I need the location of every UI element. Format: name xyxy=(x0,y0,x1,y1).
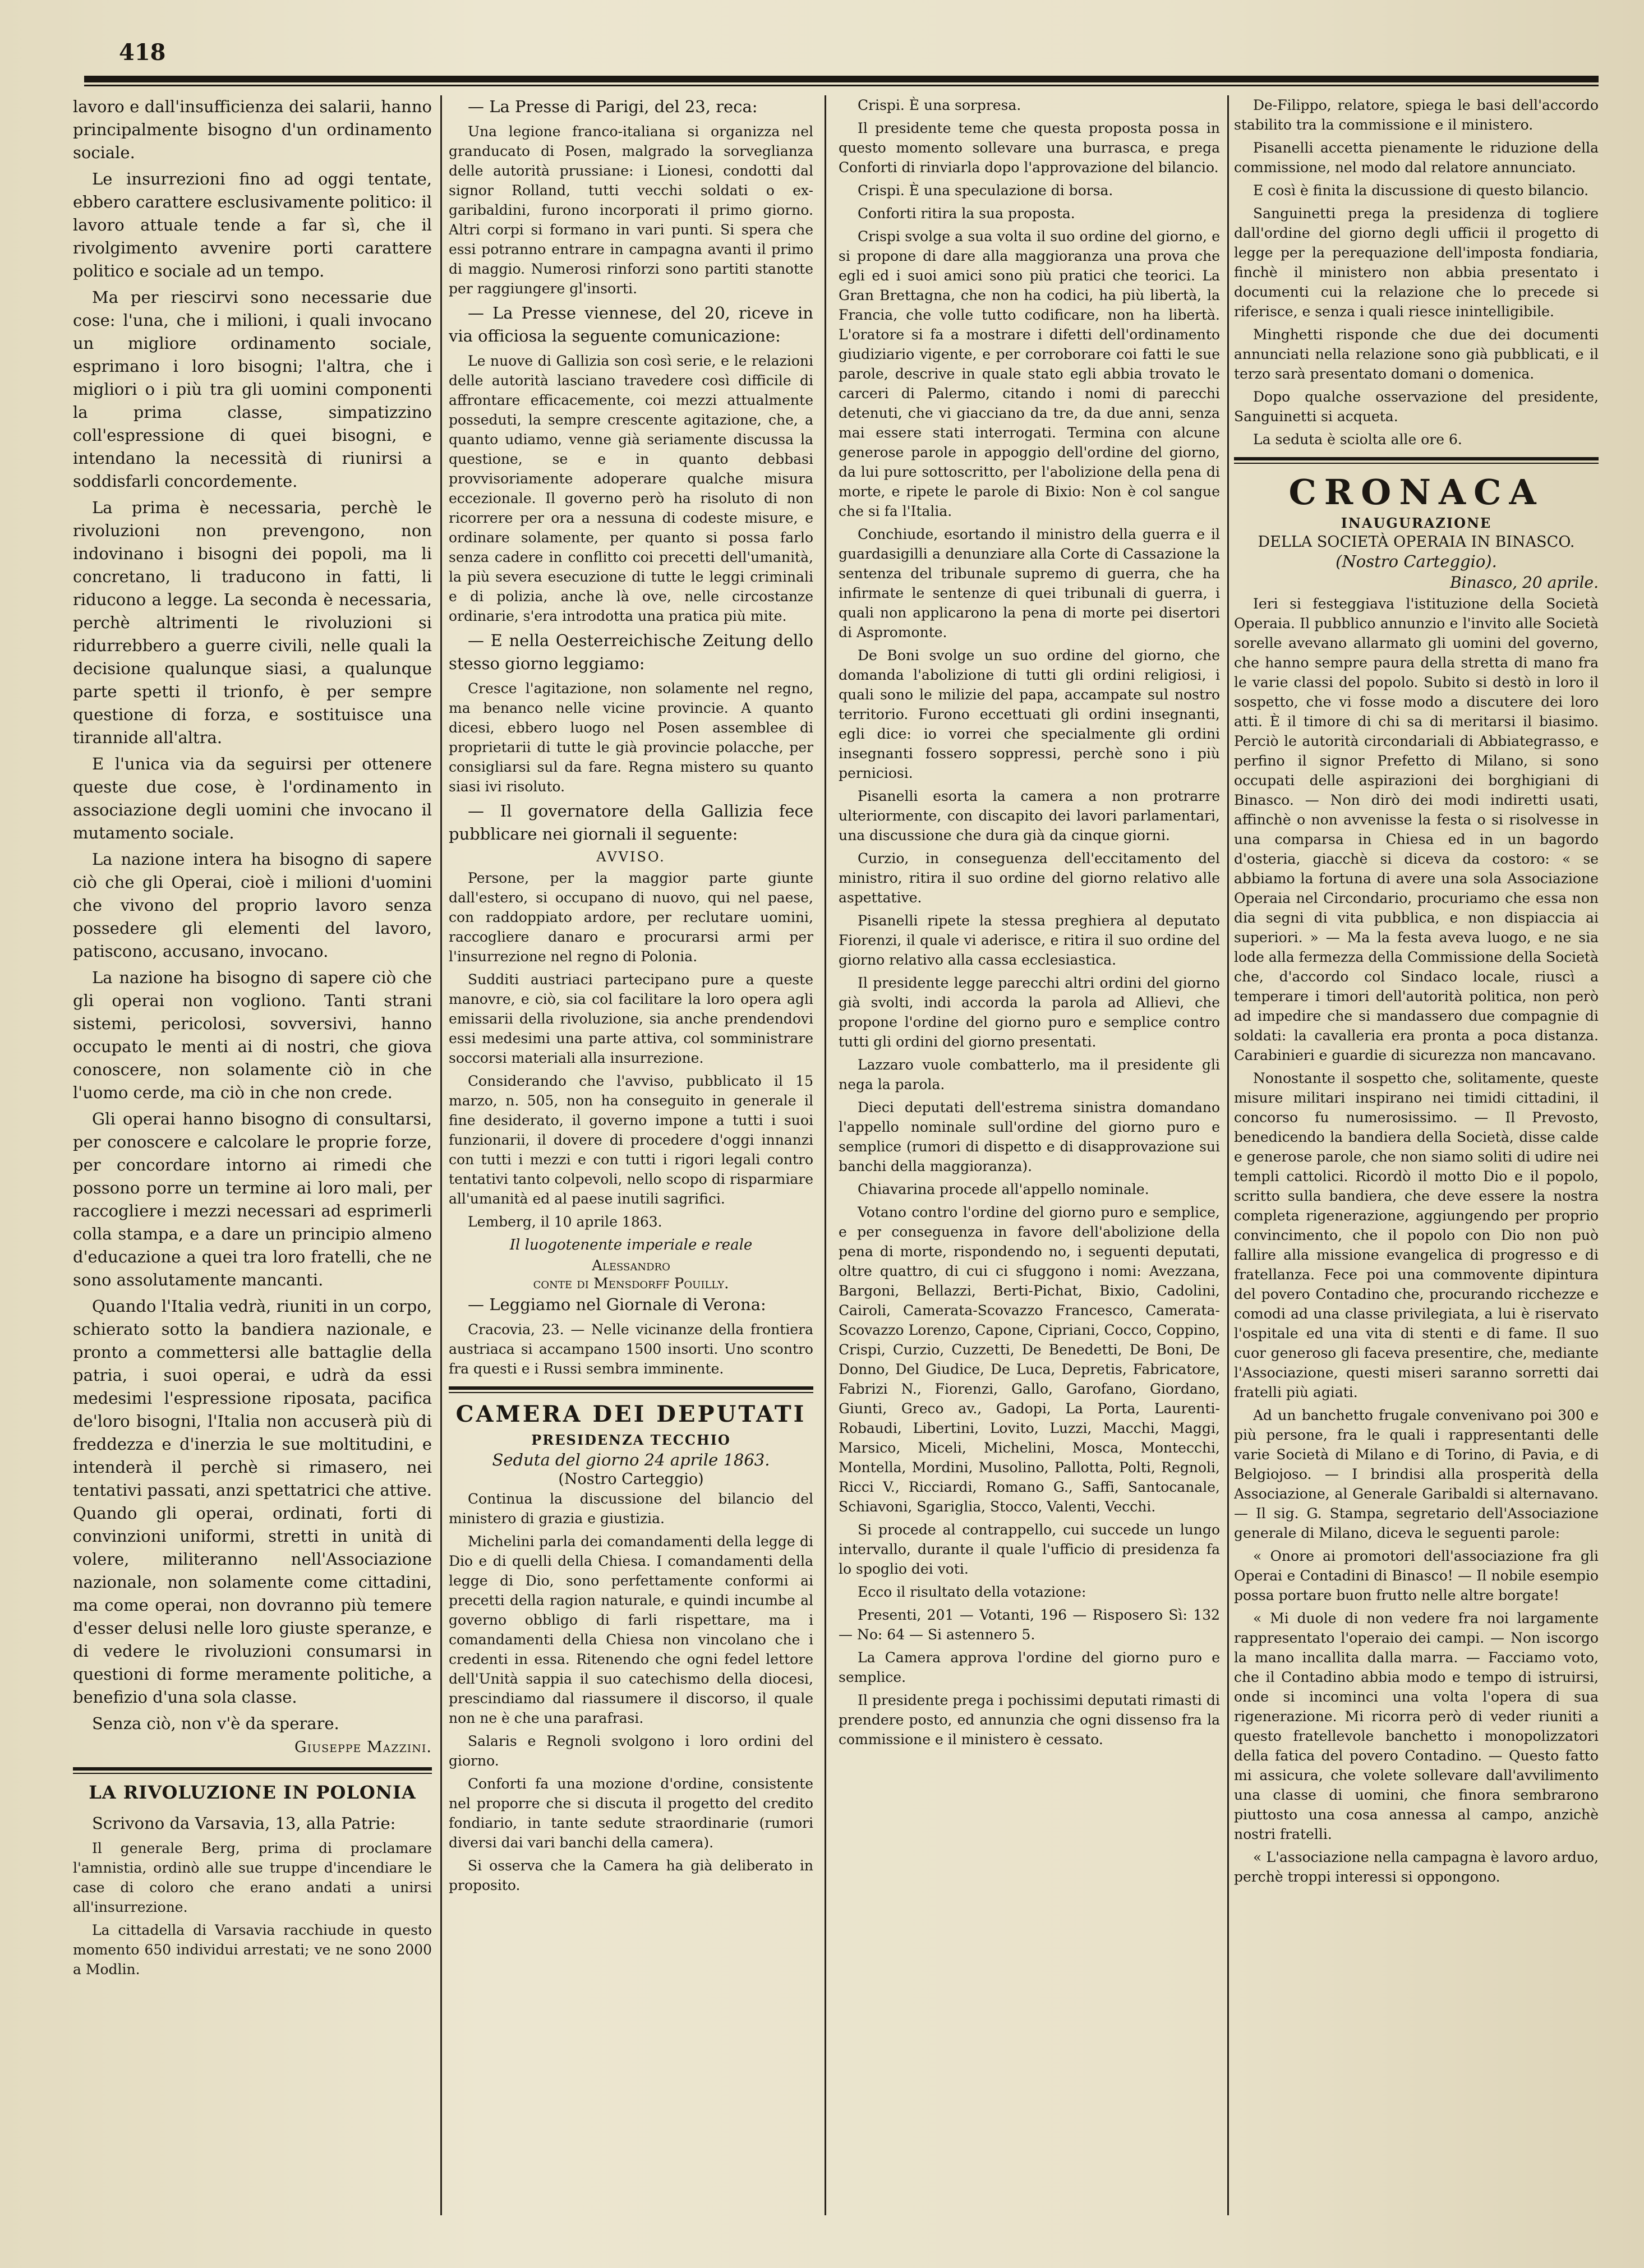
article-paragraph: Cresce l'agitazione, non solamente nel regno, ma benanco nelle vicine provincie. A quanto dicesi, ebbero luogo nel Posen assemblee di proprietarii di tutte le già provincie polacche, per consigliarsi sul da fare. Regna mistero su quanto siasi ivi risoluto. xyxy=(449,680,813,795)
article-paragraph: Gli operai hanno bisogno di consultarsi, per conoscere e calcolare le proprie forze, per concordare intorno ai rimedi che possono porre un termine ai loro mali, per raccogliere i mezzi necessari ad esprimerli colla stampa, e a dare un principio almeno d'educazione a quei tra loro fratelli, che ne sono assolutamente mancanti. xyxy=(73,1109,432,1289)
article-paragraph: Conchiude, esortando il ministro della guerra e il guardasigilli a denunziare alla Corte di Cassazione la sentenza del tribunale supremo di guerra, che ha infirmate le sentenze di quei tribunali di guerra, i quali non applicarono la pena di morte pei disertori di Aspromonte. xyxy=(839,526,1220,640)
signature-line: Il luogotenente imperiale e reale xyxy=(509,1237,753,1253)
article-paragraph: Chiavarina procede all'appello nominale. xyxy=(858,1181,1149,1197)
article-paragraph: La prima è necessaria, perchè le rivoluzioni non prevengono, non indovinano i bisogni dei popoli, ma li concretano, li traducono in fatti, li riducono a legge. La seconda è necessaria, perchè altrimenti le rivoluzioni si ridurrebbero a guerre civili, nelle quali la decisione qualunque siasi, a qualunque parte spetti il trionfo, è per sempre questione di forza, e sostituisce una tirannide all'altra. xyxy=(73,498,432,747)
article-paragraph: Salaris e Regnoli svolgono i loro ordini del giorno. xyxy=(449,1733,813,1769)
article-paragraph: Una legione franco-italiana si organizza nel granducato di Posen, malgrado la sorveglianza delle autorità prussiane: i Lionesi, condotti dal signor Rolland, tutti vecchi soldati o ex-garibaldini, furono incorporati il primo giorno. Altri corpi si formano in vari punti. Si spera che essi potranno entrare in campagna avanti il primo di maggio. Numerosi rinforzi sono partiti stanotte per raggiungere gl'insorti. xyxy=(449,123,813,297)
signature-line: Alessandro xyxy=(592,1257,670,1274)
header-rule-thin xyxy=(84,85,1599,86)
header-rule xyxy=(84,76,1599,82)
article-paragraph: Conforti fa una mozione d'ordine, consistente nel proporre che si discuta il progetto del credito fondiario, in tante sedute straordinarie (rumori diversi dai vari banchi della camera). xyxy=(449,1776,813,1851)
article-paragraph: Pisanelli accetta pienamente le riduzione della commissione, nel modo dal relatore annunciato. xyxy=(1234,140,1599,176)
article-paragraph: Michelini parla dei comandamenti della legge di Dio e di quelli della Chiesa. I comandamenti della legge di Dio, sono perfettamente conformi ai precetti della ragion naturale, e quindi incumbe al governo obbligo di farli rispettare, ma i comandamenti della Chiesa non vincolano che i credenti in essa. Ritenendo che ogni fedel lettore dell'Unità sappia il suo catechismo della diocesi, prescindiamo dal riassumere il discorso, il quale non ne è che una parafrasi. xyxy=(449,1533,813,1726)
section-subtitle: PRESIDENZA TECCHIO xyxy=(531,1432,731,1448)
quote-paragraph: « L'associazione nella campagna è lavoro arduo, perchè troppi interessi si oppongono. xyxy=(1234,1849,1599,1885)
article-paragraph: La nazione intera ha bisogno di sapere ciò che gli Operai, cioè i milioni d'uomini che vivono del proprio lavoro senza possedere gli elementi del lavoro, patiscono, accusano, invocano. xyxy=(73,850,432,961)
article-paragraph: Curzio, in conseguenza dell'eccitamento del ministro, ritira il suo ordine del giorno relativo alle aspettative. xyxy=(839,850,1220,906)
section-subtitle: INAUGURAZIONE xyxy=(1341,515,1492,531)
article-paragraph: Presenti, 201 — Votanti, 196 — Risposero Sì: 132 — No: 64 — Si astennero 5. xyxy=(839,1607,1220,1643)
article-paragraph: La cittadella di Varsavia racchiude in questo momento 650 individui arrestati; ve ne sono 2000 a Modlin. xyxy=(73,1922,432,1977)
section-rule xyxy=(73,1767,432,1771)
article-paragraph: Dieci deputati dell'estrema sinistra domandano l'appello nominale sull'ordine del giorno puro e semplice (rumori di dispetto e di disapprovazione sui banchi della maggioranza). xyxy=(839,1099,1220,1174)
article-paragraph: Minghetti risponde che due dei documenti annunciati nella relazione sono già pubblicati, e il terzo sarà presentato domani o domenica. xyxy=(1234,326,1599,382)
article-paragraph: Ad un banchetto frugale convenivano poi 300 e più persone, fra le quali i rappresentanti delle varie Società di Milano e di Torino, di Pavia, e di Belgiojoso. — I brindisi alla prosperità della Associazione, al Generale Garibaldi si alternavano. — Il sig. G. Stampa, segretario dell'Associazione generale di Milano, diceva le seguenti parole: xyxy=(1234,1407,1599,1541)
article-paragraph: Crispi. È una sorpresa. xyxy=(858,97,1021,113)
article-paragraph: Pisanelli ripete la stessa preghiera al deputato Fiorenzi, il quale vi aderisce, e ritira il suo ordine del giorno relativo alla cassa ecclesiastica. xyxy=(839,912,1220,968)
article-paragraph: Continua la discussione del bilancio del ministero di grazia e giustizia. xyxy=(449,1491,813,1527)
article-paragraph: Si osserva che la Camera ha già deliberato in proposito. xyxy=(449,1857,813,1893)
article-paragraph: E l'unica via da seguirsi per ottenere queste due cose, è l'ordinamento in associazione degli uomini che invocano il mutamento sociale. xyxy=(73,754,432,842)
article-paragraph: Il generale Berg, prima di proclamare l'amnistia, ordinò alle sue truppe d'incendiare le case di coloro che erano andati a unirsi all'insurrezione. xyxy=(73,1840,432,1915)
column-1 xyxy=(73,95,432,2238)
article-paragraph: Votano contro l'ordine del giorno puro e semplice, e per conseguenza in favore dell'abolizione della pena di morte, rispondendo no, i seguenti deputati, oltre quattro, di cui ci sfuggono i nomi: Avezzana, Bargoni, Bellazzi, Berti-Pichat, Bixio, Cadolini, Cairoli, Camerata-Scovazzo Francesco, Camerata-Scovazzo Lorenzo, Capone, Cipriani, Cocco, Coppino, Crispi, Curzio, Cuzzetti, De Benedetti, De Boni, De Donno, Del Giudice, De Luca, Depretis, Fabricatore, Fabrizi N., Fiorenzi, Gallo, Garofano, Giordano, Giunti, Greco av., Gadopi, La Porta, Laurenti-Robaudi, Libertini, Lovito, Luzzi, Macchi, Maggi, Marsico, Miceli, Michelini, Mosca, Montecchi, Montella, Mordini, Musolino, Pallotta, Polti, Regnoli, Ricci V., Ricciardi, Romano G., Saffi, Santocanale, Schiavoni, Sgariglia, Stocco, Valenti, Vecchi. xyxy=(839,1204,1220,1515)
section-rule xyxy=(1234,457,1599,460)
dateline: Binasco, 20 aprile. xyxy=(1450,573,1599,592)
article-paragraph: lavoro e dall'insufficienza dei salarii, hanno principalmente bisogno d'un ordinamento sociale. xyxy=(73,97,432,162)
quote-paragraph: « Onore ai promotori dell'associazione fra gli Operai e Contadini di Binasco! — Il nobile esempio possa portare buon frutto nelle altre borgate! xyxy=(1234,1548,1599,1603)
article-paragraph: Conforti ritira la sua proposta. xyxy=(858,205,1075,222)
article-paragraph: De Boni svolge un suo ordine del giorno, che domanda l'abolizione di tutti gli ordini religiosi, i quali sono le milizie del papa, accampate sul nostro territorio. Furono eccettuati gli ordini insegnanti, egli dice: io vorrei che specialmente gli ordini insegnanti fossero soppressi, perchè sono i più perniciosi. xyxy=(839,647,1220,781)
article-paragraph: La nazione ha bisogno di sapere ciò che gli operai non vogliono. Tanti strani sistemi, pericolosi, sovversivi, hanno occupato le menti ai di nostri, che giova conoscere, non solamente ciò in che l'uomo cerde, ma ciò in che non crede. xyxy=(73,968,432,1102)
section-subtitle: (Nostro Carteggio) xyxy=(558,1470,704,1488)
section-rule xyxy=(449,1386,813,1390)
article-paragraph: Ma per riescirvi sono necessarie due cose: l'una, che i milioni, i quali invocano un migliore ordinamento sociale, esprimano i loro bisogni; l'altra, che i migliori o i più tra gli uomini componenti la prima classe, simpatizzino coll'espressione di quei bisogni, e intendano la necessità di riunirsi a soddisfarli concordemente. xyxy=(73,288,432,491)
article-paragraph: Cracovia, 23. — Nelle vicinanze della frontiera austriaca si accampano 1500 insorti. Uno scontro fra questi e i Russi sembra imminente. xyxy=(449,1321,813,1377)
article-paragraph: — La Presse di Parigi, del 23, reca: xyxy=(468,97,758,116)
article-paragraph: — Leggiamo nel Giornale di Verona: xyxy=(468,1295,766,1314)
article-paragraph: La Camera approva l'ordine del giorno puro e semplice. xyxy=(839,1649,1220,1685)
article-paragraph: — E nella Oesterreichische Zeitung dello stesso giorno leggiamo: xyxy=(449,631,813,673)
section-rule-thin xyxy=(73,1773,432,1774)
article-paragraph: Il presidente prega i pochissimi deputati rimasti di prendere posto, ed annunzia che ogni dissenso fra la commissione e il ministero è cessato. xyxy=(839,1692,1220,1748)
article-paragraph: Persone, per la maggior parte giunte dall'estero, si occupano di nuovo, qui nel paese, con raddoppiato ardore, per reclutare uomini, raccogliere danaro e procurarsi armi per l'insurrezione nel regno di Polonia. xyxy=(449,870,813,965)
author-signature: Giuseppe Mazzini. xyxy=(294,1739,432,1756)
column-3 xyxy=(839,95,1220,2238)
article-paragraph: Dopo qualche osservazione del presidente, Sanguinetti si acqueta. xyxy=(1234,389,1599,425)
article-paragraph: De-Filippo, relatore, spiega le basi dell'accordo stabilito tra la commissione e il ministero. xyxy=(1234,97,1599,133)
article-paragraph: — Il governatore della Gallizia fece pubblicare nei giornali il seguente: xyxy=(449,801,813,843)
section-rule-thin xyxy=(1234,463,1599,464)
article-paragraph: Le nuove di Gallizia son così serie, e le relazioni delle autorità lasciano travedere così difficile di affrontare efficacemente, coi mezzi attualmente posseduti, la sempre crescente agitazione, che, a quanto udiamo, venne già seriamente discussa la questione, se e in quanto debbasi provvisoriamente adoperare qualche misura eccezionale. Il governo però ha risoluto di non ricorrere per ora a nessuna di codeste misure, e ordinare solamente, per quanto si possa farlo senza cadere in conflitto coi precetti dell'umanità, la più severa esecuzione di tutte le leggi criminali e di polizia, anche là ove, nelle circostanze ordinarie, s'era introdotta una pratica più mite. xyxy=(449,353,813,624)
column-divider xyxy=(825,95,826,2215)
article-paragraph: Senza ciò, non v'è da sperare. xyxy=(92,1714,339,1733)
column-4 xyxy=(1234,95,1599,2238)
section-title: CRONACA xyxy=(1288,472,1544,513)
article-paragraph: Crispi. È una speculazione di borsa. xyxy=(858,182,1113,199)
page-number: 418 xyxy=(119,39,166,66)
article-paragraph: Ecco il risultato della votazione: xyxy=(858,1584,1086,1600)
column-divider xyxy=(1227,95,1229,2215)
article-paragraph: Ieri si festeggiava l'istituzione della Società Operaia. Il pubblico annunzio e l'invito alle Società sorelle avevano allarmato gli uomini del governo, che hanno sempre paura della stretta di mano fra le varie classi del popolo. Subito si destò in loro il sospetto, che vi fosse modo a discutere dei loro atti. È il timore di chi sa di meritarsi il biasimo. Perciò le autorità circondariali di Abbiategrasso, e perfino il signor Prefetto di Milano, si sono occupati delle aspirazioni dei borghigiani di Binasco. — Non dirò dei modi indiretti usati, affinchè o non avvenisse la festa o si risolvesse in una comparsa in Chiesa ed in un bagordo d'osteria, giacchè si diceva da costoro: « se abbiamo la fortuna di avere una sola Associazione Operaia nel Circondario, procuriamo che essa non dia segni di vita pubblica, e non dispiaccia ai superiori. » — Ma la festa aveva luogo, e ne sia lode alla fermezza della Commissione della Società che, d'accordo col Sindaco locale, riuscì a temperare i timori dell'autorità politica, non però ad impedire che si mandassero due compagnie di soldati: la cavalleria era pronta a poca distanza. Carabinieri e guardie di sicurezza non mancavano. xyxy=(1234,596,1599,1063)
article-paragraph: La seduta è sciolta alle ore 6. xyxy=(1253,431,1462,448)
article-paragraph: Quando l'Italia vedrà, riuniti in un corpo, schierato sotto la bandiera nazionale, e pronto a commettersi alle battaglie della patria, i suoi operai, e udrà da essi medesimi l'espressione riposata, pacifica de'loro bisogni, l'Italia non accuserà più di freddezza e d'inerzia le sue moltitudini, e intenderà il perchè si rimasero, nei tentativi passati, anzi spettatrici che attive. Quando gli operai, ordinati, forti di convinzioni uniformi, stretti in unità di volere, militeranno nell'Associazione nazionale, non solamente come cittadini, ma come operai, non dovranno più temere d'esser delusi nelle loro giuste speranze, e di vedere le rivoluzioni consumarsi in questioni di forme meramente politiche, a benefizio d'una sola classe. xyxy=(73,1297,432,1707)
avviso-title: AVVISO. xyxy=(596,849,666,865)
article-paragraph: Sanguinetti prega la presidenza di togliere dall'ordine del giorno degli ufficii il progetto di legge per la perequazione dell'imposta fondiaria, finchè il ministero non abbia presentato i documenti cui la relazione che lo precede si riferisce, e senza i quali riesce inintelligibile. xyxy=(1234,205,1599,320)
article-paragraph: Crispi svolge a sua volta il suo ordine del giorno, e si propone di dare alla maggioranza una prova che egli ed i suoi amici sono più pratici che teorici. La Gran Brettagna, che non ha codici, ha più libertà, la Francia, che volle tutto codificare, non ha libertà. L'oratore si fa a mostrare i difetti dell'ordinamento giudiziario vigente, e per corroborare coi fatti le sue parole, descrive in quale stato egli abbia trovato le carceri di Palermo, citando i nomi di parecchi detenuti, che vi giacciano da tre, da due anni, senza mai essere stati interrogati. Termina con alcune generose parole in appoggio dell'ordine del giorno, da lui pure sottoscritto, per l'abolizione della pena di morte, e ripete le parole di Bixio: Non è col sangue che si fa l'Italia. xyxy=(839,228,1220,519)
article-paragraph: Il presidente teme che questa proposta possa in questo momento sollevare una burrasca, e prega Conforti di rinviarla dopo l'approvazione del bilancio. xyxy=(839,120,1220,176)
article-paragraph: Considerando che l'avviso, pubblicato il 15 marzo, n. 505, non ha conseguito in generale il fine desiderato, il governo impone a tutti i suoi funzionarii, il dovere di procedere d'oggi innanzi con tutti i mezzi e con tutti i rigori legali contro tentativi tanto colpevoli, nello scopo di risparmiare all'umanità ed al paese inutili sagrifici. xyxy=(449,1073,813,1207)
article-paragraph: E così è finita la discussione di questo bilancio. xyxy=(1253,182,1589,199)
article-paragraph: Il presidente legge parecchi altri ordini del giorno già svolti, indi accorda la parola ad Allievi, che propone l'ordine del giorno puro e semplice contro tutti gli ordini del giorno presentati. xyxy=(839,975,1220,1050)
article-paragraph: Pisanelli esorta la camera a non protrarre ulteriormente, con discapito dei lavori parlamentari, una discussione che dura già da cinque giorni. xyxy=(839,788,1220,843)
article-paragraph: Lazzaro vuole combatterlo, ma il presidente gli nega la parola. xyxy=(839,1057,1220,1092)
column-2 xyxy=(449,95,813,2238)
section-subtitle: DELLA SOCIETÀ OPERAIA IN BINASCO. xyxy=(1258,533,1575,551)
section-title: LA RIVOLUZIONE IN POLONIA xyxy=(89,1782,416,1803)
section-title: CAMERA DEI DEPUTATI xyxy=(455,1401,807,1427)
section-subtitle: Seduta del giorno 24 aprile 1863. xyxy=(492,1450,770,1469)
article-paragraph: Lemberg, il 10 aprile 1863. xyxy=(468,1214,662,1230)
quote-paragraph: « Mi duole di non vedere fra noi largamente rappresentato l'operaio dei campi. — Non iscorgo la mano incallita dalla marra. — Facciamo voto, che il Contadino abbia modo e tempo di istruirsi, onde si incominci una volta l'opera di sua rigenerazione. Mi ricorra però di veder riuniti a questo fratellevole banchetto i monopolizzatori della fatica del povero Contadino. — Questo fatto mi assicura, che volete sollevare dall'avvilimento una classe di uomini, che finora sembrarono piuttosto una cosa annessa al campo, anzichè nostri fratelli. xyxy=(1234,1610,1599,1842)
article-paragraph: Le insurrezioni fino ad oggi tentate, ebbero carattere esclusivamente politico: il lavoro attuale tende a far sì, che il rivolgimento avvenire porti carattere politico e sociale ad un tempo. xyxy=(73,169,432,280)
article-paragraph: — La Presse viennese, del 20, riceve in via officiosa la seguente comunicazione: xyxy=(449,303,813,345)
section-rule-thin xyxy=(449,1392,813,1393)
article-paragraph: Nonostante il sospetto che, solitamente, queste misure militari inspirano nei timidi cittadini, il concorso fu numerosissimo. — Il Prevosto, benedicendo la bandiera della Società, disse calde e generose parole, che non siamo soliti di udire nei templi cattolici. Ricordò il motto Dio e il popolo, scritto sulla bandiera, che deve essere la nostra completa rigenerazione, aggiungendo per proprio convincimento, che il popolo con Dio non può fallire alla missione evangelica di progresso e di fratellanza. Fece poi una commovente dipintura del povero Contadino che, procurando ricchezze e comodi ad una classe privilegiata, a lui è riservato l'ospitale ed una vita di stenti e di fame. Il suo cuor generoso gli faceva presentire, che, mediante l'Associazione, questi miseri saranno sorretti dai fratelli più agiati. xyxy=(1234,1070,1599,1400)
section-subtitle: (Nostro Carteggio). xyxy=(1336,552,1497,571)
article-paragraph: Si procede al contrappello, cui succede un lungo intervallo, durante il quale l'ufficio di presidenza fa lo spoglio dei voti. xyxy=(839,1522,1220,1577)
article-paragraph: Sudditi austriaci partecipano pure a queste manovre, e ciò, sia col facilitare la loro opera agli emissarii della rivoluzione, sia anche prendendovi essi medesimi una parte attiva, col somministrare soccorsi materiali alla insurrezione. xyxy=(449,971,813,1066)
signature-line: conte di Mensdorff Pouilly. xyxy=(533,1275,729,1292)
article-paragraph: Scrivono da Varsavia, 13, alla Patrie: xyxy=(92,1814,396,1833)
column-divider xyxy=(440,95,442,2215)
